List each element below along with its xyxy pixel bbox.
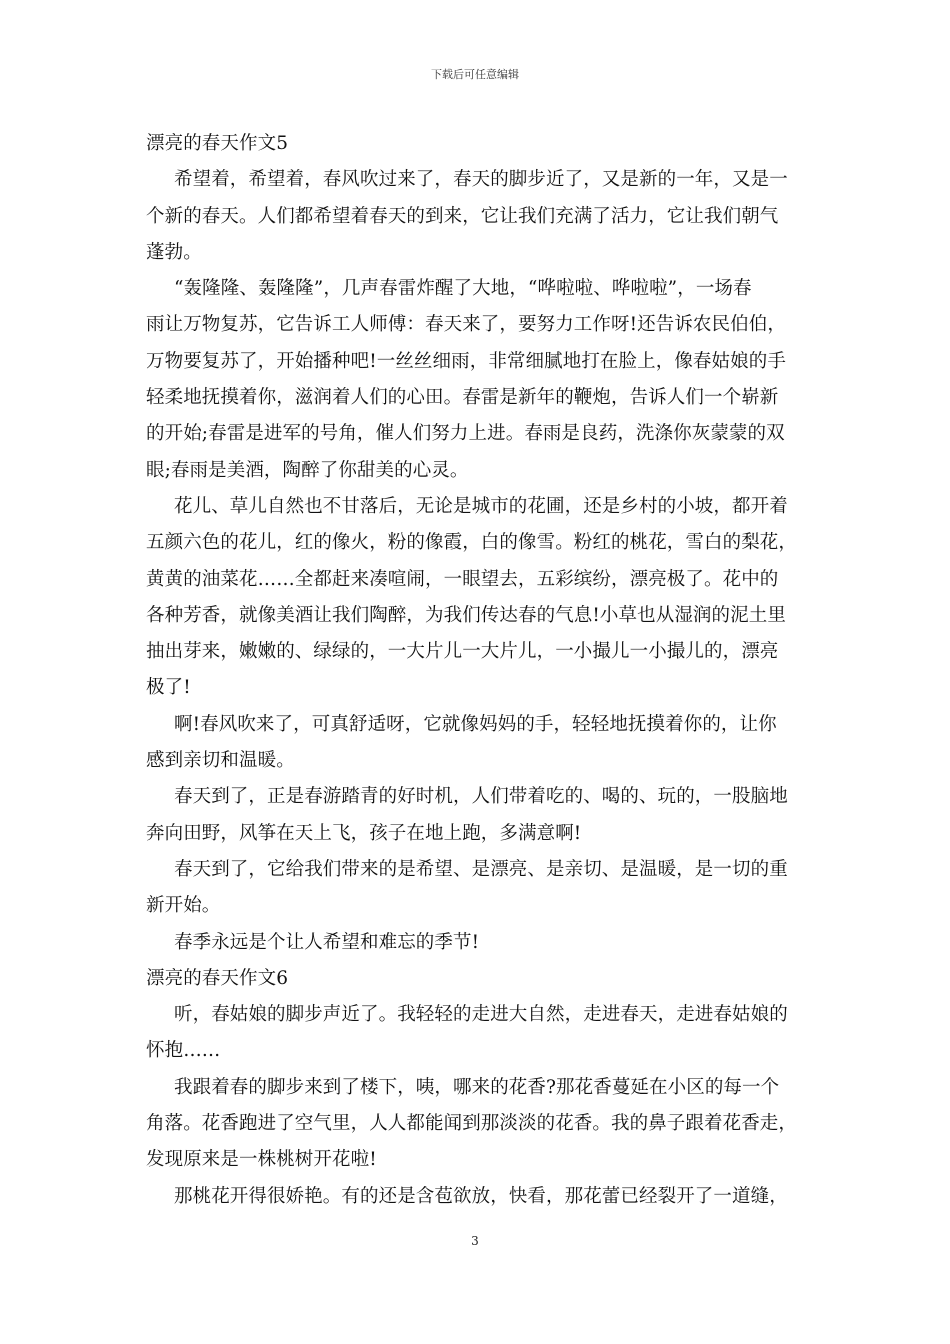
text-line: 五颜六色的花儿，红的像火，粉的像霞，白的像雪。粉红的桃花，雪白的梨花， — [146, 532, 798, 554]
text-line: 眼;春雨是美酒，陶醉了你甜美的心灵。 — [146, 459, 469, 481]
text-line: 轻柔地抚摸着你，滋润着人们的心田。春雷是新年的鞭炮，告诉人们一个崭新 — [146, 387, 779, 409]
text-line: 啊!春风吹来了，可真舒适呀，它就像妈妈的手，轻轻地抚摸着你的，让你 — [174, 713, 777, 735]
text-line: 怀抱…… — [146, 1040, 221, 1062]
text-line: 春天到了，它给我们带来的是希望、是漂亮、是亲切、是温暖，是一切的重 — [174, 858, 788, 880]
text-line: “轰隆隆、轰隆隆”，几声春雷炸醒了大地，“哗啦啦、哗啦啦”，一场春 — [174, 278, 752, 300]
text-line: 角落。花香跑进了空气里，人人都能闻到那淡淡的花香。我的鼻子跟着花香走， — [146, 1113, 798, 1135]
document-body — [146, 126, 826, 1215]
text-line: 希望着，希望着，春风吹过来了，春天的脚步近了，又是新的一年，又是一 — [174, 169, 788, 191]
text-line: 发现原来是一株桃树开花啦! — [146, 1149, 377, 1171]
section-title: 漂亮的春天作文6 — [146, 967, 289, 989]
text-line: 新开始。 — [146, 895, 221, 917]
text-line: 各种芳香，就像美酒让我们陶醉，为我们传达春的气息!小草也从湿润的泥土里 — [146, 604, 786, 626]
text-line: 听，春姑娘的脚步声近了。我轻轻的走进大自然，走进春天，走进春姑娘的 — [174, 1004, 788, 1026]
text-line: 黄黄的油菜花……全都赶来凑喧闹，一眼望去，五彩缤纷，漂亮极了。花中的 — [146, 568, 779, 590]
text-line: 个新的春天。人们都希望着春天的到来，它让我们充满了活力，它让我们朝气 — [146, 205, 779, 227]
page-header: 下载后可任意编辑 — [431, 68, 519, 81]
text-line: 奔向田野，风筝在天上飞，孩子在地上跑，多满意啊! — [146, 822, 582, 844]
section-title: 漂亮的春天作文5 — [146, 133, 289, 154]
text-line: 花儿、草儿自然也不甘落后，无论是城市的花圃，还是乡村的小坡，都开着 — [174, 495, 788, 517]
text-line: 蓬勃。 — [146, 241, 202, 263]
text-line: 春季永远是个让人希望和难忘的季节! — [174, 931, 480, 953]
text-line: 万物要复苏了，开始播种吧!一丝丝细雨，非常细腻地打在脸上，像春姑娘的手 — [146, 350, 786, 372]
text-line: 我跟着春的脚步来到了楼下，咦，哪来的花香?那花香蔓延在小区的每一个 — [174, 1076, 780, 1098]
page-number: 3 — [471, 1234, 479, 1248]
text-line: 的开始;春雷是进军的号角，催人们努力上进。春雨是良药，洗涤你灰蒙蒙的双 — [146, 423, 785, 445]
text-line: 春天到了，正是春游踏青的好时机，人们带着吃的、喝的、玩的，一股脑地 — [174, 786, 788, 808]
text-line: 那桃花开得很娇艳。有的还是含苞欲放，快看，那花蕾已经裂开了一道缝， — [174, 1185, 788, 1207]
text-line: 抽出芽来，嫩嫩的、绿绿的，一大片儿一大片儿，一小撮儿一小撮儿的，漂亮 — [146, 641, 779, 663]
text-line: 感到亲切和温暖。 — [146, 750, 295, 772]
text-line: 极了! — [146, 677, 191, 699]
text-line: 雨让万物复苏，它告诉工人师傅：春天来了，要努力工作呀!还告诉农民伯伯， — [146, 314, 786, 336]
